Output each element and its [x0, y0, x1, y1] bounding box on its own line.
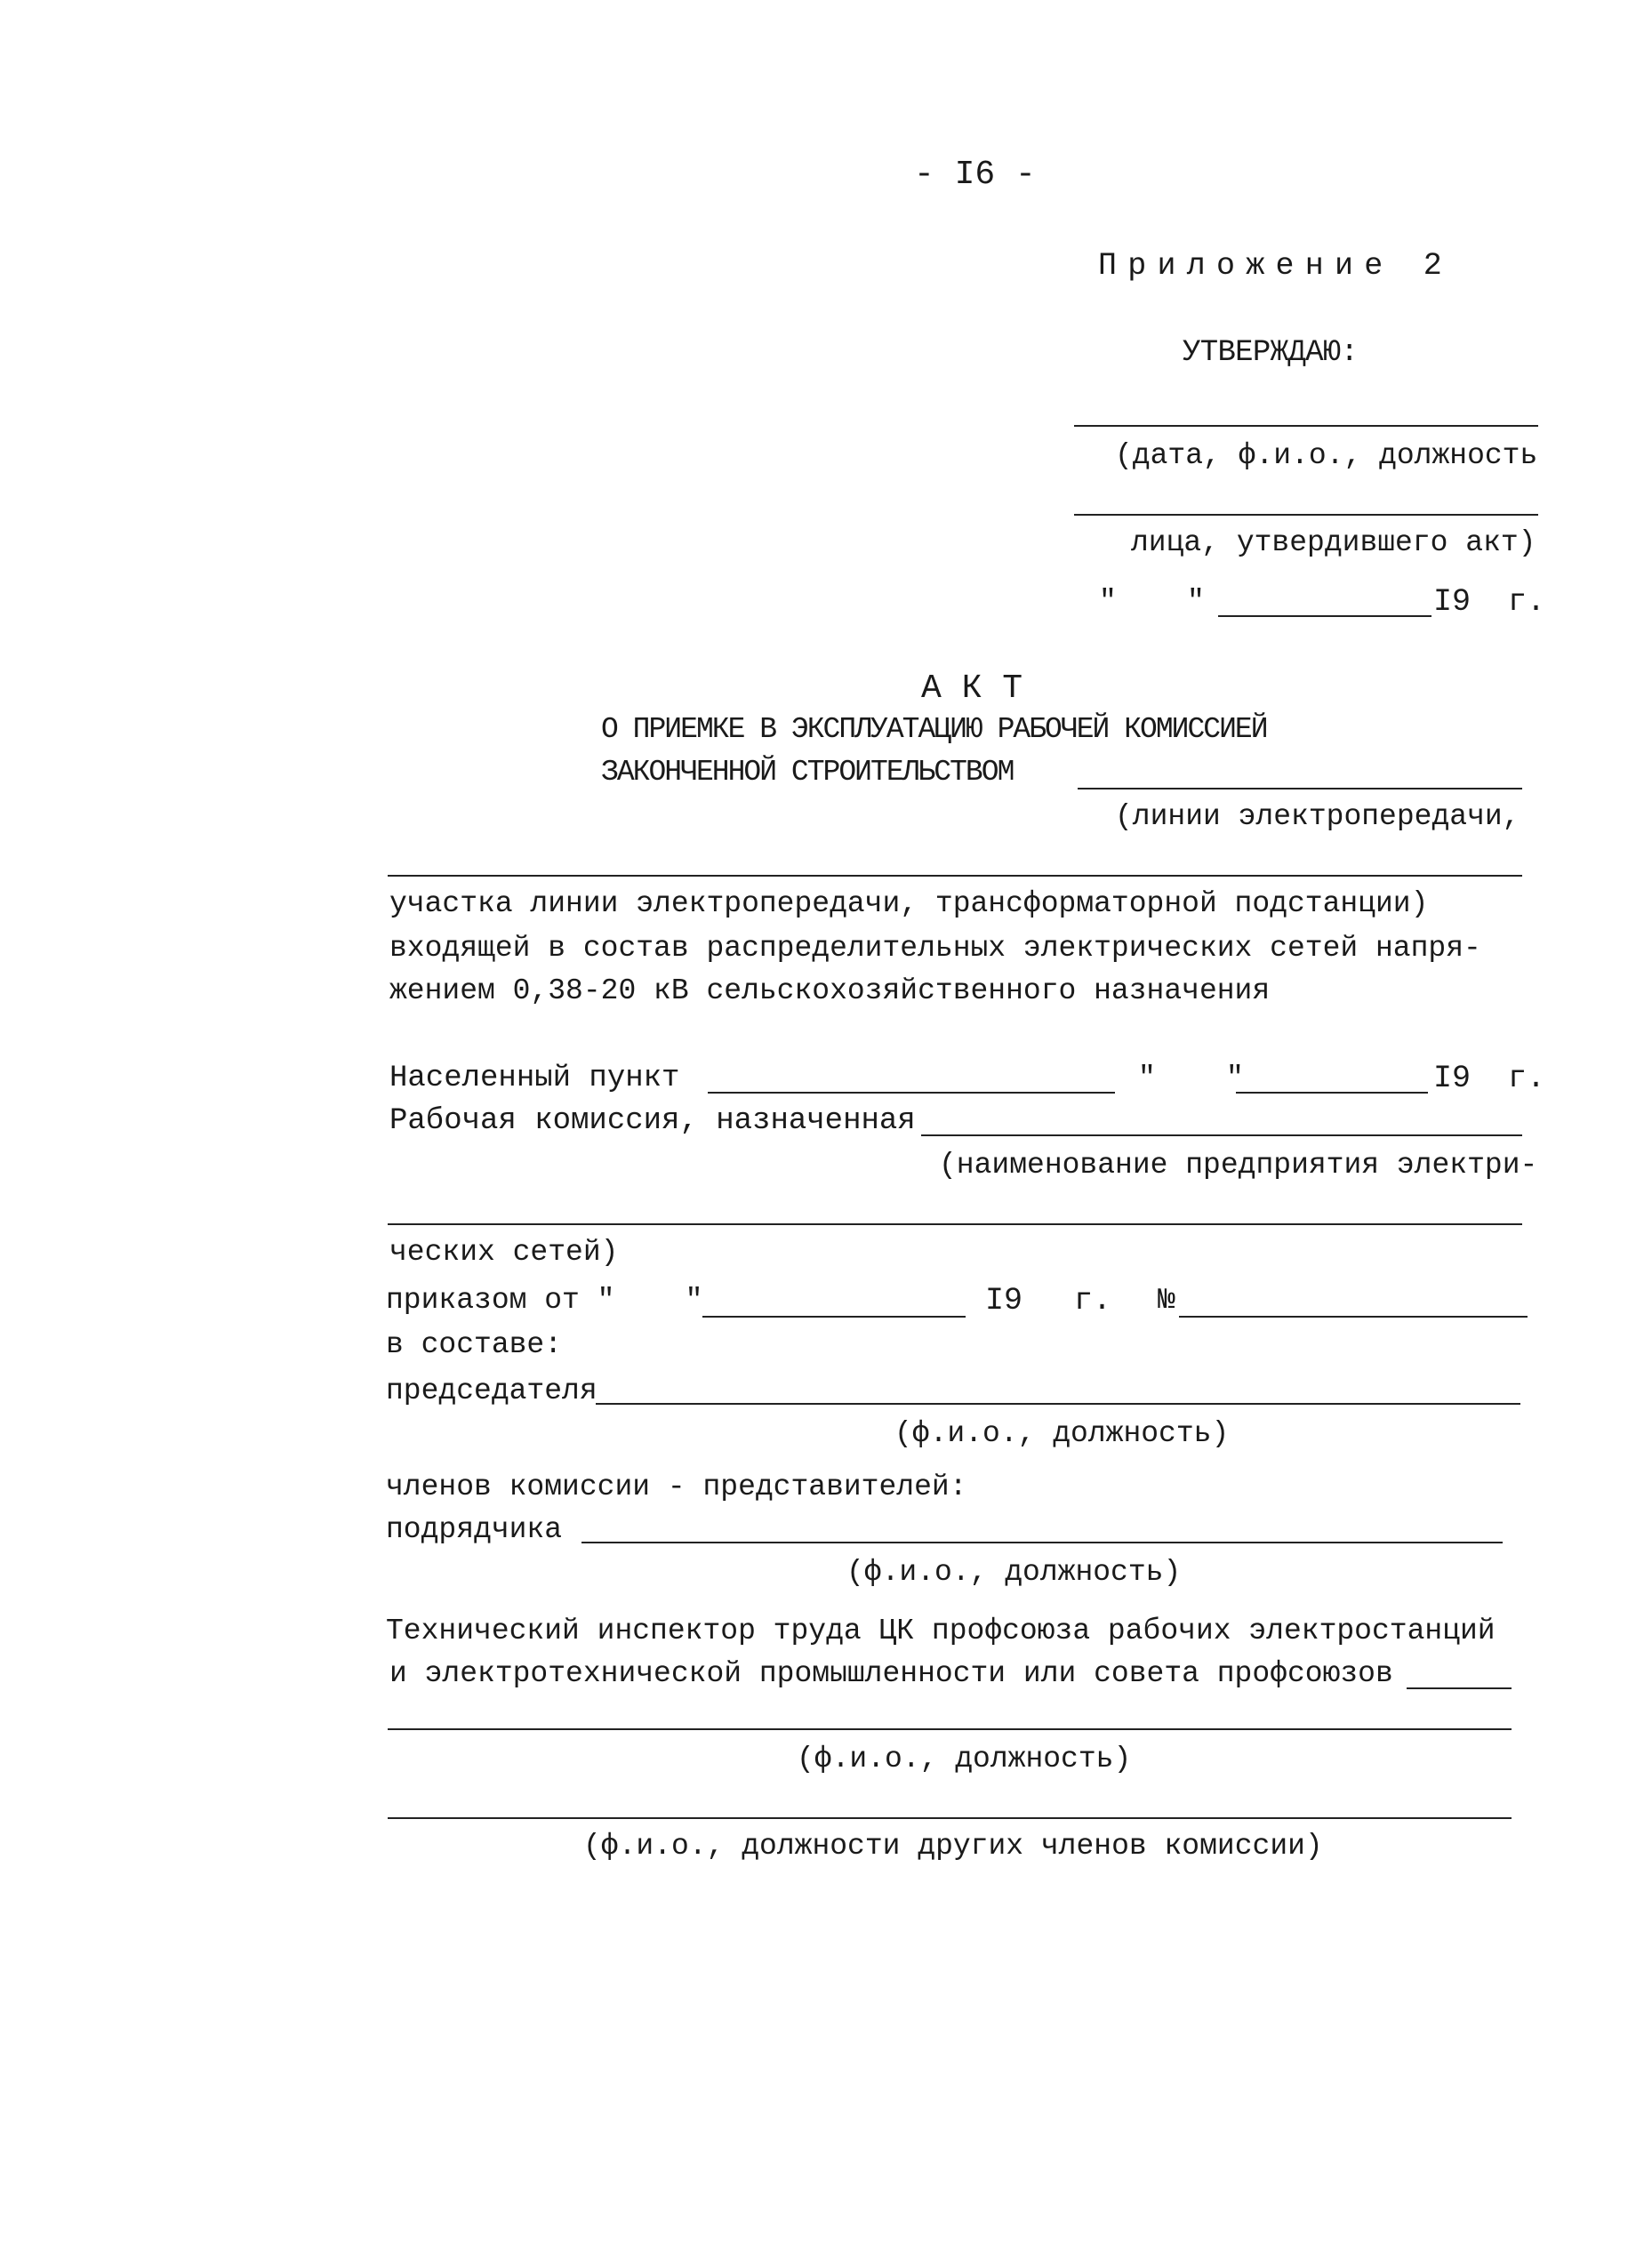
- inspector-input-line-short[interactable]: [1407, 1687, 1512, 1689]
- commission-label: Рабочая комиссия, назначенная: [389, 1104, 916, 1138]
- act-caption-2: участка линии электропередачи, трансформаторной подстанции): [389, 887, 1429, 920]
- act-object-line: [1078, 788, 1522, 789]
- approve-caption-1: (дата, ф.и.о., должность: [1115, 439, 1538, 472]
- settlement-quotes: " ": [1138, 1062, 1244, 1094]
- approve-date-quotes: " ": [1099, 585, 1205, 618]
- contractor-label: подрядчика: [386, 1513, 563, 1546]
- composition-label: в составе:: [386, 1328, 563, 1361]
- commission-caption-1: (наименование предприятия электри-: [939, 1149, 1538, 1182]
- approve-line-1: [1074, 425, 1538, 427]
- approve-heading: УТВЕРЖДАЮ:: [1183, 336, 1359, 370]
- act-text-4: жением 0,38-20 кВ сельскохозяйственного назначения: [389, 974, 1271, 1007]
- chairman-input-line[interactable]: [596, 1403, 1520, 1405]
- settlement-label: Населенный пункт: [389, 1062, 680, 1095]
- act-title-line-2: ЗАКОНЧЕННОЙ СТРОИТЕЛЬСТВОМ: [601, 756, 1014, 789]
- order-g: г.: [1074, 1283, 1112, 1318]
- approve-year: I9 г.: [1433, 584, 1546, 620]
- inspector-text-2: и электротехнической промышленности или совета профсоюзов: [389, 1657, 1393, 1690]
- commission-input-line-2[interactable]: [388, 1223, 1522, 1225]
- appendix-label: Приложение 2: [1098, 248, 1454, 284]
- order-year: I9: [985, 1283, 1023, 1318]
- inspector-text-1: Технический инспектор труда ЦК профсоюза рабочих электростанций: [386, 1615, 1496, 1647]
- contractor-caption: (ф.и.о., должность): [846, 1556, 1182, 1589]
- page-number: - I6 -: [914, 156, 1036, 194]
- order-label: приказом от " ": [386, 1284, 703, 1317]
- act-title: А К Т: [921, 669, 1023, 708]
- inspector-caption: (ф.и.о., должность): [797, 1743, 1132, 1775]
- act-text-3: входящей в состав распределительных электрических сетей напря-: [389, 932, 1481, 965]
- approve-line-2: [1074, 514, 1538, 516]
- commission-caption-2: ческих сетей): [389, 1236, 619, 1269]
- act-title-line-1: О ПРИЕМКЕ В ЭКСПЛУАТАЦИЮ РАБОЧЕЙ КОМИССИЕЙ: [601, 713, 1267, 746]
- inspector-input-line[interactable]: [388, 1728, 1512, 1730]
- chairman-caption: (ф.и.о., должность): [894, 1417, 1230, 1450]
- chairman-label: председателя: [386, 1374, 597, 1407]
- approve-date-line: [1218, 615, 1431, 617]
- act-caption-1: (линии электропередачи,: [1115, 800, 1520, 833]
- act-object-line-2: [388, 875, 1522, 877]
- others-caption: (ф.и.о., должности других членов комиссии): [583, 1830, 1323, 1863]
- order-date-line[interactable]: [702, 1316, 966, 1318]
- commission-input-line[interactable]: [921, 1134, 1522, 1136]
- contractor-input-line[interactable]: [581, 1542, 1503, 1543]
- settlement-year: I9 г.: [1433, 1061, 1546, 1096]
- others-input-line[interactable]: [388, 1817, 1512, 1819]
- members-label: членов комиссии - представителей:: [386, 1471, 967, 1503]
- settlement-date-line[interactable]: [1236, 1092, 1428, 1094]
- settlement-input-line[interactable]: [708, 1092, 1115, 1094]
- approve-caption-2: лица, утвердившего акт): [1131, 526, 1536, 559]
- order-number-sign: №: [1158, 1284, 1175, 1317]
- order-number-line[interactable]: [1179, 1316, 1528, 1318]
